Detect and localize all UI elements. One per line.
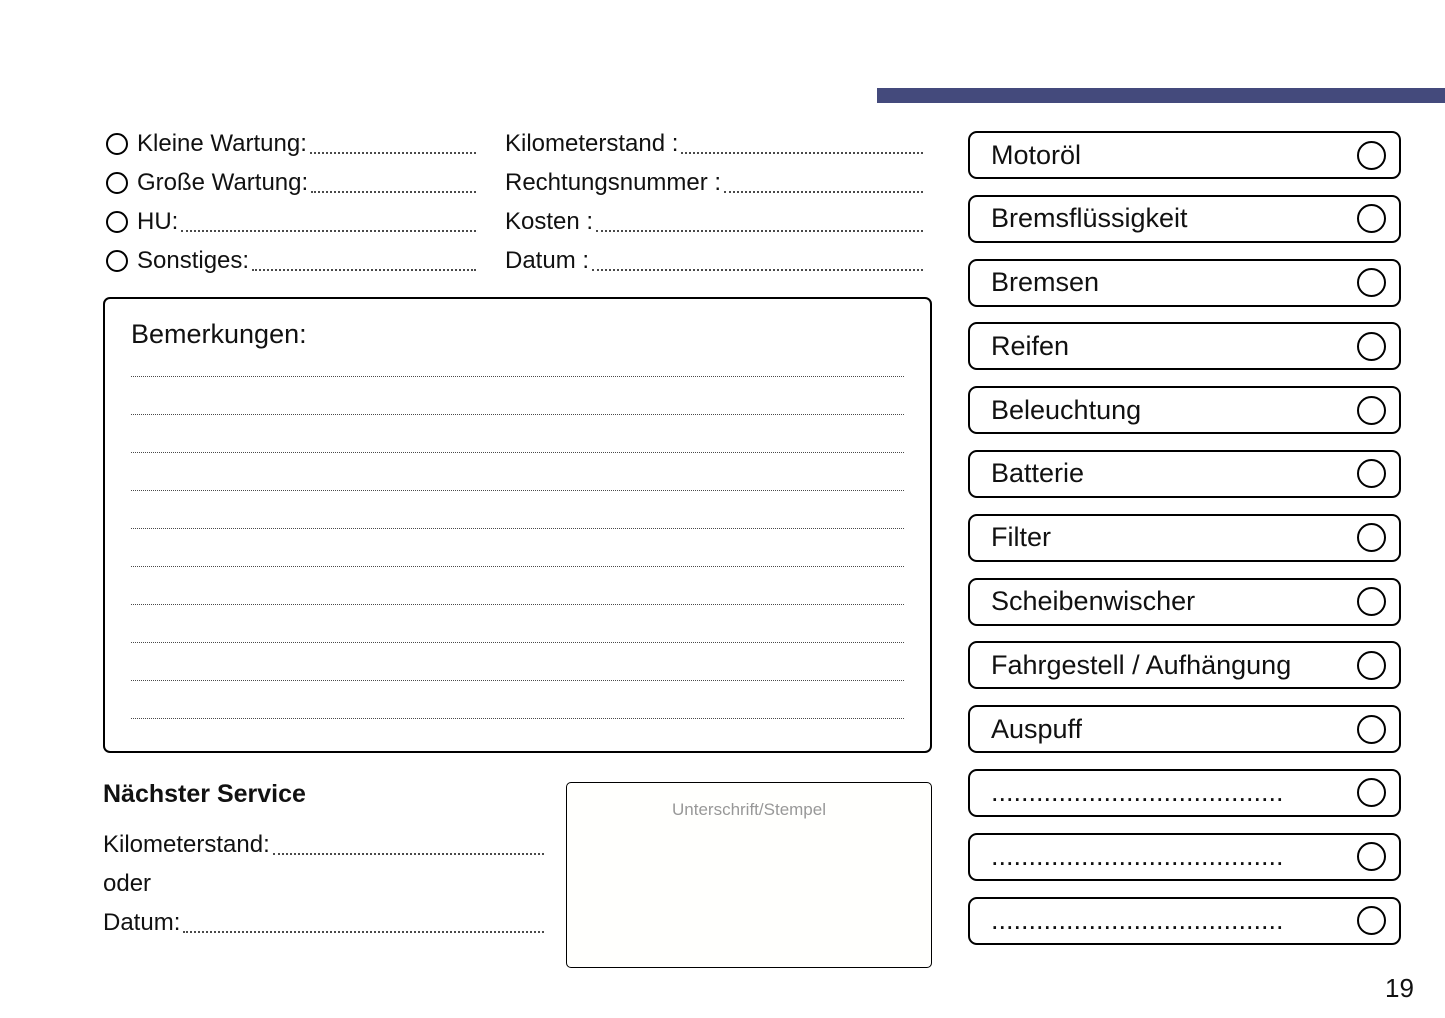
next-service-date-label: Datum: [103,908,181,936]
service-detail-label: Rechtungsnummer : [505,168,722,196]
checklist-item-blank [968,833,1401,881]
next-service-row [103,825,546,864]
checklist-item-label: Beleuchtung [991,394,1142,425]
service-detail-label: Datum : [505,246,590,274]
service-type-label: Sonstiges: [137,246,250,274]
remarks-write-in-line[interactable] [131,529,904,567]
signature-stamp-label: Unterschrift/Stempel [672,800,826,819]
service-type-row [106,202,478,241]
service-type-row [106,241,478,280]
service-type-label: Große Wartung: [137,168,309,196]
checklist-item [968,450,1401,498]
checklist-item-blank [968,897,1401,945]
radio-circle[interactable] [106,172,128,194]
check-circle[interactable] [1357,587,1386,616]
service-detail-row [505,124,925,163]
write-in-line[interactable] [181,230,476,232]
checklist-item [968,578,1401,626]
checklist-item-label[interactable]: ....................................... [991,777,1284,808]
check-circle[interactable] [1357,332,1386,361]
remarks-write-in-line[interactable] [131,415,904,453]
checklist-item-label: Bremsen [991,267,1100,298]
next-service-row [103,864,546,903]
checklist-item [968,705,1401,753]
remarks-write-in-line[interactable] [131,350,904,377]
inspection-checklist [968,131,1401,960]
write-in-line[interactable] [681,152,923,154]
check-circle[interactable] [1357,268,1386,297]
remarks-box [103,297,932,753]
service-detail-label: Kilometerstand : [505,129,679,157]
check-circle[interactable] [1357,906,1386,935]
service-detail-row [505,163,925,202]
next-service-row [103,903,546,942]
check-circle[interactable] [1357,459,1386,488]
checklist-item-label: Bremsflüssigkeit [991,203,1188,234]
service-type-row [106,124,478,163]
write-in-line[interactable] [310,152,476,154]
write-in-line[interactable] [273,853,544,855]
write-in-line[interactable] [596,230,923,232]
checklist-item-label: Reifen [991,330,1070,361]
checklist-item-label: Fahrgestell / Aufhängung [991,649,1292,680]
remarks-write-in-line[interactable] [131,681,904,719]
remarks-write-in-line[interactable] [131,491,904,529]
write-in-line[interactable] [183,931,544,933]
remarks-title: Bemerkungen: [131,319,307,349]
checklist-item-label: Batterie [991,458,1085,489]
write-in-line[interactable] [592,269,923,271]
service-type-section [106,124,478,280]
next-service-section [103,780,546,942]
service-detail-label: Kosten : [505,207,594,235]
checklist-item-label: Motoröl [991,139,1082,170]
checklist-item [968,259,1401,307]
service-details-section [505,124,925,280]
service-type-row [106,163,478,202]
checklist-item [968,641,1401,689]
write-in-line[interactable] [252,269,476,271]
remarks-write-in-line[interactable] [131,605,904,643]
checklist-item [968,195,1401,243]
checklist-item [968,131,1401,179]
check-circle[interactable] [1357,141,1386,170]
checklist-item [968,322,1401,370]
service-detail-row [505,202,925,241]
checklist-item-blank [968,769,1401,817]
remarks-write-in-line[interactable] [131,567,904,605]
service-detail-row [505,241,925,280]
radio-circle[interactable] [106,211,128,233]
checklist-item [968,514,1401,562]
signature-stamp-box[interactable] [566,782,932,968]
next-service-or-label: oder [103,869,152,897]
check-circle[interactable] [1357,523,1386,552]
radio-circle[interactable] [106,133,128,155]
checklist-item-label: Scheibenwischer [991,586,1196,617]
page-number: 19 [1385,973,1414,1003]
checklist-item-label[interactable]: ....................................... [991,905,1284,936]
remarks-write-in-line[interactable] [131,453,904,491]
check-circle[interactable] [1357,778,1386,807]
radio-circle[interactable] [106,250,128,272]
checklist-item [968,386,1401,434]
check-circle[interactable] [1357,396,1386,425]
checklist-item-label[interactable]: ....................................... [991,841,1284,872]
remarks-write-in-line[interactable] [131,643,904,681]
next-service-title: Nächster Service [103,780,306,808]
check-circle[interactable] [1357,715,1386,744]
header-accent-bar [877,88,1445,103]
write-in-line[interactable] [724,191,923,193]
remarks-write-in-line[interactable] [131,377,904,415]
next-service-km-label: Kilometerstand: [103,830,270,858]
check-circle[interactable] [1357,842,1386,871]
write-in-line[interactable] [311,191,476,193]
service-type-label: Kleine Wartung: [137,129,307,157]
service-type-label: HU: [137,207,179,235]
checklist-item-label: Auspuff [991,713,1083,744]
checklist-item-label: Filter [991,522,1051,553]
check-circle[interactable] [1357,204,1386,233]
check-circle[interactable] [1357,651,1386,680]
